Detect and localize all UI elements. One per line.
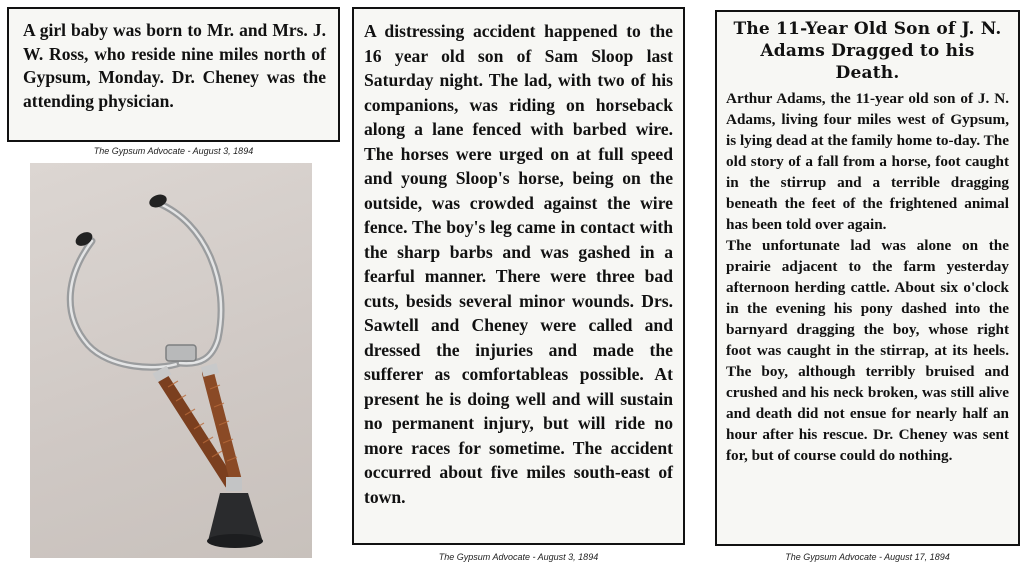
stethoscope-icon [30, 163, 312, 558]
clipping-death-article [715, 10, 1020, 546]
death-article-paragraph-2: The unfortunate lad was alone on the prairie adjacent to the farm yesterday afternoon herding cattle. About six o'clock in the evening his pony dashed into the barnyard dragging the boy, whose right foot was caught in the stirrap, at its heels. The boy, although terribly bruised and crushed and his neck broken, was still alive and death did not ensue for nearly half an hour after his rescue. Dr. Cheney was sent for, but of course could do nothing. [726, 237, 1009, 464]
clipping-birth-notice [7, 7, 340, 142]
accident-article-text: A distressing accident happened to the 16 year old son of Sam Sloop last Saturday night. The lad, with two of his companions, was riding on horseback along a lane fenced with barbed wire. The horses were urged on at full speed and young Sloop's horse, being on the outside, was crowded against the wire fence. The boy's leg came in contact with the sharp barbs and was gashed in a fearful manner. There were three bad cuts, besids several minor wounds. Drs. Sawtell and Cheney were called and dressed the injuries and made the sufferer as comfortableas possible. At present he is doing well and will sustain no permanent injury, but will ride no more races for sometime. The accident occurred about five miles south-east of town. [364, 21, 673, 507]
caption-accident-article: The Gypsum Advocate - August 3, 1894 [438, 552, 599, 562]
death-article-paragraph-1: Arthur Adams, the 11-year old son of J. N. Adams, living four miles west of Gypsum, is lying dead at the family home to-day. The old story of a fall from a horse, foot caught in the stirrup and a terrible dragging beneath the feet of the frightened animal has been told over again. [726, 90, 1009, 233]
caption-death-article: The Gypsum Advocate - August 17, 1894 [785, 552, 950, 562]
stethoscope-photo [30, 163, 312, 558]
clipping-accident-article [352, 7, 685, 545]
death-article-headline: The 11-Year Old Son of J. N. Adams Dragged to his Death. [733, 19, 1002, 83]
birth-notice-text: A girl baby was born to Mr. and Mrs. J. W. Ross, who reside nine miles north of Gypsum, Monday. Dr. Cheney was the attending physician. [23, 20, 326, 111]
caption-birth-notice: The Gypsum Advocate - August 3, 1894 [93, 146, 254, 156]
